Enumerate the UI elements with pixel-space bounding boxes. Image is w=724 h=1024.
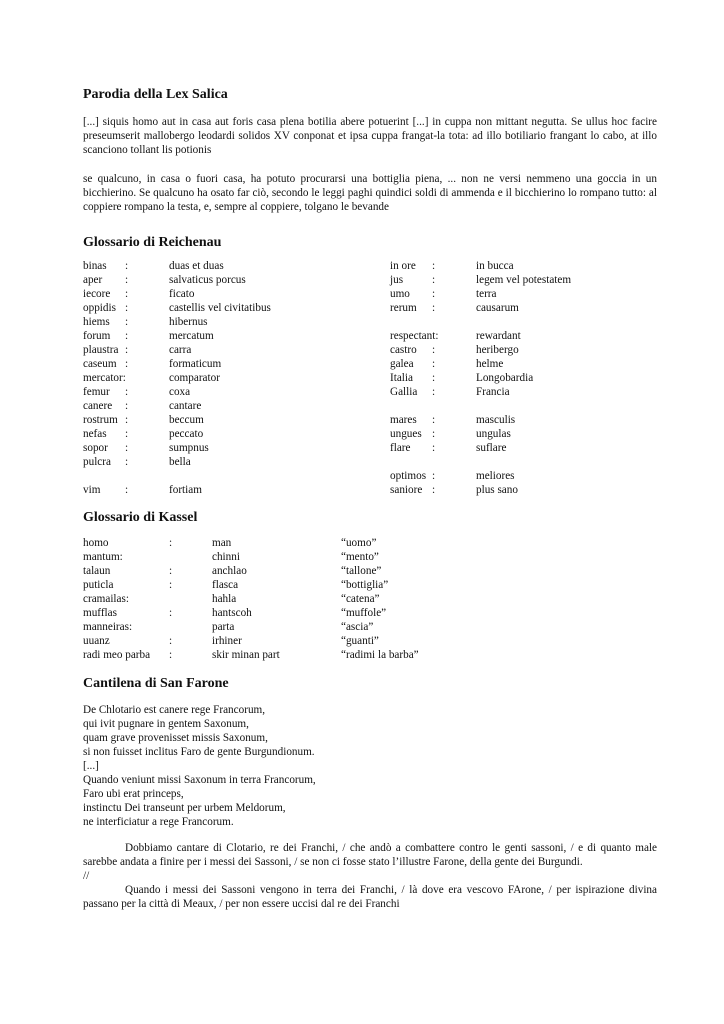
reichenau-right-gloss: Francia (476, 386, 510, 398)
reichenau-right-gloss: terra (476, 288, 497, 300)
reichenau-right-gloss: heribergo (476, 344, 519, 356)
reichenau-left-colon: : (125, 274, 129, 286)
kassel-italian-gloss: “muffole” (341, 607, 387, 619)
kassel-germanic-gloss: flasca (212, 579, 239, 591)
kassel-row (83, 536, 657, 550)
reichenau-right-colon: : (432, 260, 436, 272)
poem-line: Faro ubi erat princeps, (83, 788, 184, 800)
kassel-germanic-gloss: hahla (212, 593, 237, 605)
reichenau-right-row (390, 287, 660, 301)
section-title-reichenau: Glossario di Reichenau (83, 235, 222, 250)
poem-line: ne interficiatur a rege Francorum. (83, 816, 234, 828)
reichenau-right-row (390, 483, 660, 497)
kassel-italian-gloss: “radimi la barba” (341, 649, 419, 661)
kassel-colon: : (169, 565, 173, 577)
reichenau-right-latin-word: in ore (390, 260, 416, 272)
section-title-farone: Cantilena di San Farone (83, 676, 229, 691)
reichenau-right-latin-word: Gallia (390, 386, 418, 398)
kassel-latin-word: radi meo parba (83, 649, 151, 661)
reichenau-right-row (390, 399, 660, 413)
reichenau-left-colon: : (125, 484, 129, 496)
kassel-latin-word: puticla (83, 579, 114, 591)
reichenau-glossary (83, 259, 657, 497)
kassel-italian-gloss: “ascia” (341, 621, 374, 633)
reichenau-right-row (390, 413, 660, 427)
reichenau-right-gloss: helme (476, 358, 504, 370)
reichenau-right-gloss: masculis (476, 414, 516, 426)
reichenau-left-colon: : (125, 386, 129, 398)
kassel-italian-gloss: “catena” (341, 593, 380, 605)
reichenau-right-colon: : (432, 442, 436, 454)
reichenau-right-colon: : (432, 358, 436, 370)
kassel-germanic-gloss: hantscoh (212, 607, 252, 619)
reichenau-left-gloss: formaticum (169, 358, 222, 370)
reichenau-left-gloss: duas et duas (169, 260, 224, 272)
reichenau-right-row (390, 427, 660, 441)
reichenau-left-colon: : (125, 316, 129, 328)
poem-line: [...] (83, 760, 99, 772)
reichenau-left-latin-word: hiems (83, 316, 110, 328)
reichenau-right-row (390, 329, 660, 343)
reichenau-left-colon: : (125, 400, 129, 412)
reichenau-left-colon: : (125, 288, 129, 300)
reichenau-left-latin-word: vim (83, 484, 101, 496)
reichenau-left-latin-word: canere (83, 400, 113, 412)
reichenau-left-gloss: castellis vel civitatibus (169, 302, 271, 314)
kassel-row (83, 578, 657, 592)
kassel-colon: : (169, 579, 173, 591)
kassel-colon: : (169, 635, 173, 647)
reichenau-right-latin-word: mares (390, 414, 417, 426)
farone-latin-poem (83, 703, 657, 829)
kassel-row (83, 564, 657, 578)
reichenau-right-row (390, 273, 660, 287)
reichenau-left-gloss: comparator (169, 372, 220, 384)
reichenau-right-row (390, 455, 660, 469)
reichenau-left-latin-word: femur (83, 386, 110, 398)
kassel-germanic-gloss: skir minan part (212, 649, 280, 661)
kassel-glossary (83, 536, 657, 662)
reichenau-right-latin-word: umo (390, 288, 410, 300)
kassel-row (83, 550, 657, 564)
reichenau-right-latin-word: saniore (390, 484, 423, 496)
reichenau-left-colon: : (125, 358, 129, 370)
farone-translation (83, 841, 657, 911)
reichenau-left-gloss: peccato (169, 428, 204, 440)
kassel-row (83, 592, 657, 606)
reichenau-left-latin-word: forum (83, 330, 111, 342)
kassel-latin-word: cramailas: (83, 593, 129, 605)
reichenau-left-latin-word: mercator: (83, 372, 126, 384)
kassel-colon: : (169, 537, 173, 549)
reichenau-right-latin-word: flare (390, 442, 411, 454)
reichenau-left-colon: : (125, 442, 129, 454)
reichenau-right-colon: : (432, 386, 436, 398)
reichenau-left-gloss: hibernus (169, 316, 208, 328)
kassel-latin-word: mantum: (83, 551, 123, 563)
reichenau-left-latin-word: oppidis (83, 302, 116, 314)
lex-italian-text: se qualcuno, in casa o fuori casa, ha potuto procurarsi una bottiglia piena, ... non ne versi nemmeno una goccia in un bicchierino. Se qualcuno ha osato far ciò, secondo le leggi paghi quindici soldi di ammenda e il bicchierino lo rompano tutto: al coppiere rompano la testa, e, sempre al coppiere, tolgano le bevande (83, 173, 657, 213)
reichenau-left-colon: : (125, 330, 129, 342)
reichenau-right-latin-word: rerum (390, 302, 417, 314)
reichenau-right-colon: : (432, 274, 436, 286)
kassel-italian-gloss: “tallone” (341, 565, 382, 577)
reichenau-right-latin-word: jus (390, 274, 404, 286)
reichenau-right-row (390, 371, 660, 385)
reichenau-left-gloss: sumpnus (169, 442, 209, 454)
kassel-germanic-gloss: irhiner (212, 635, 242, 647)
kassel-germanic-gloss: chinni (212, 551, 240, 563)
kassel-latin-word: talaun (83, 565, 111, 577)
kassel-italian-gloss: “mento” (341, 551, 379, 563)
poem-line: instinctu Dei transeunt per urbem Meldorum, (83, 802, 286, 814)
reichenau-left-gloss: bella (169, 456, 191, 468)
reichenau-right-row (390, 259, 660, 273)
reichenau-left-latin-word: plaustra (83, 344, 119, 356)
reichenau-right-gloss: legem vel potestatem (476, 274, 572, 286)
kassel-germanic-gloss: man (212, 537, 232, 549)
reichenau-left-latin-word: binas (83, 260, 107, 272)
kassel-row (83, 634, 657, 648)
verse-separator: // (83, 870, 90, 882)
reichenau-right-latin-word: ungues (390, 428, 422, 440)
kassel-row (83, 620, 657, 634)
reichenau-left-colon: : (125, 414, 129, 426)
reichenau-right-gloss: Longobardia (476, 372, 534, 384)
reichenau-left-latin-word: pulcra (83, 456, 111, 468)
section-title-kassel: Glossario di Kassel (83, 510, 198, 525)
farone-prose-1: Dobbiamo cantare di Clotario, re dei Franchi, / che andò a combattere contro le genti sassoni, / e di quanto male sarebbe andata a finire per i messi dei Sassoni, / se non ci fosse stato l’illustre Farone, della gente dei Burgundi. (83, 842, 657, 868)
kassel-latin-word: uuanz (83, 635, 110, 647)
reichenau-right-latin-word: castro (390, 344, 417, 356)
reichenau-right-colon: : (432, 302, 436, 314)
reichenau-left-colon: : (125, 302, 129, 314)
reichenau-right-latin-word: respectant: (390, 330, 439, 342)
reichenau-left-gloss: mercatum (169, 330, 214, 342)
reichenau-right-colon: : (432, 470, 436, 482)
reichenau-left-colon: : (125, 456, 129, 468)
reichenau-left-colon: : (125, 260, 129, 272)
reichenau-right-row (390, 301, 660, 315)
reichenau-left-gloss: fortiam (169, 484, 202, 496)
kassel-italian-gloss: “guanti” (341, 635, 379, 647)
reichenau-left-latin-word: rostrum (83, 414, 118, 426)
reichenau-left-gloss: carra (169, 344, 192, 356)
kassel-italian-gloss: “uomo” (341, 537, 377, 549)
reichenau-right-row (390, 343, 660, 357)
reichenau-left-gloss: salvaticus porcus (169, 274, 246, 286)
reichenau-right-row (390, 385, 660, 399)
kassel-latin-word: mufflas (83, 607, 117, 619)
kassel-germanic-gloss: parta (212, 621, 235, 633)
reichenau-right-column (390, 259, 660, 497)
poem-line: Quando veniunt missi Saxonum in terra Francorum, (83, 774, 316, 786)
reichenau-right-gloss: in bucca (476, 260, 514, 272)
farone-prose-2: Quando i messi dei Sassoni vengono in terra dei Franchi, / là dove era vescovo FArone, / per ispirazione divina passano per la città di Meaux, / per non essere uccisi dal re dei Franchi (83, 884, 657, 910)
lex-latin-text: [...] siquis homo aut in casa aut foris casa plena botilia abere potuerint [...] in cuppa non mittant negutta. Se ullus hoc facire preseumserit mallobergo leodardi solidos XV conponat et ipsa cuppa frangat-la tota: ad illo botiliario frangant lo cabo, at illo scanciono tollant lis potionis (83, 116, 657, 156)
reichenau-right-colon: : (432, 428, 436, 440)
reichenau-left-colon: : (125, 344, 129, 356)
reichenau-right-row (390, 469, 660, 483)
reichenau-right-gloss: plus sano (476, 484, 518, 496)
reichenau-left-latin-word: nefas (83, 428, 107, 440)
kassel-row (83, 648, 657, 662)
reichenau-right-colon: : (432, 414, 436, 426)
kassel-colon: : (169, 607, 173, 619)
reichenau-right-colon: : (432, 484, 436, 496)
reichenau-right-gloss: rewardant (476, 330, 521, 342)
poem-line: qui ivit pugnare in gentem Saxonum, (83, 718, 249, 730)
kassel-row (83, 606, 657, 620)
document-page (83, 86, 657, 911)
kassel-germanic-gloss: anchlao (212, 565, 247, 577)
reichenau-left-colon: : (125, 428, 129, 440)
reichenau-right-colon: : (432, 344, 436, 356)
reichenau-right-gloss: causarum (476, 302, 519, 314)
kassel-latin-word: homo (83, 537, 109, 549)
reichenau-right-latin-word: optimos (390, 470, 427, 482)
reichenau-left-latin-word: caseum (83, 358, 117, 370)
reichenau-right-latin-word: Italia (390, 372, 413, 384)
reichenau-left-latin-word: iecore (83, 288, 111, 300)
reichenau-left-gloss: beccum (169, 414, 204, 426)
reichenau-right-row (390, 357, 660, 371)
kassel-colon: : (169, 649, 173, 661)
poem-line: si non fuisset inclitus Faro de gente Burgundionum. (83, 746, 315, 758)
kassel-latin-word: manneiras: (83, 621, 133, 633)
reichenau-left-gloss: coxa (169, 386, 191, 398)
reichenau-left-gloss: ficato (169, 288, 195, 300)
poem-line: De Chlotario est canere rege Francorum, (83, 704, 266, 716)
kassel-italian-gloss: “bottiglia” (341, 579, 389, 591)
poem-line: quam grave provenisset missis Saxonum, (83, 732, 268, 744)
reichenau-right-gloss: suflare (476, 442, 507, 454)
reichenau-left-latin-word: sopor (83, 442, 108, 454)
reichenau-left-gloss: cantare (169, 400, 202, 412)
section-title-lex: Parodia della Lex Salica (83, 87, 228, 102)
reichenau-right-row (390, 441, 660, 455)
reichenau-right-gloss: meliores (476, 470, 515, 482)
reichenau-right-gloss: ungulas (476, 428, 511, 440)
reichenau-right-row (390, 315, 660, 329)
reichenau-left-latin-word: aper (83, 274, 103, 286)
reichenau-right-latin-word: galea (390, 358, 414, 370)
reichenau-right-colon: : (432, 288, 436, 300)
reichenau-right-colon: : (432, 372, 436, 384)
